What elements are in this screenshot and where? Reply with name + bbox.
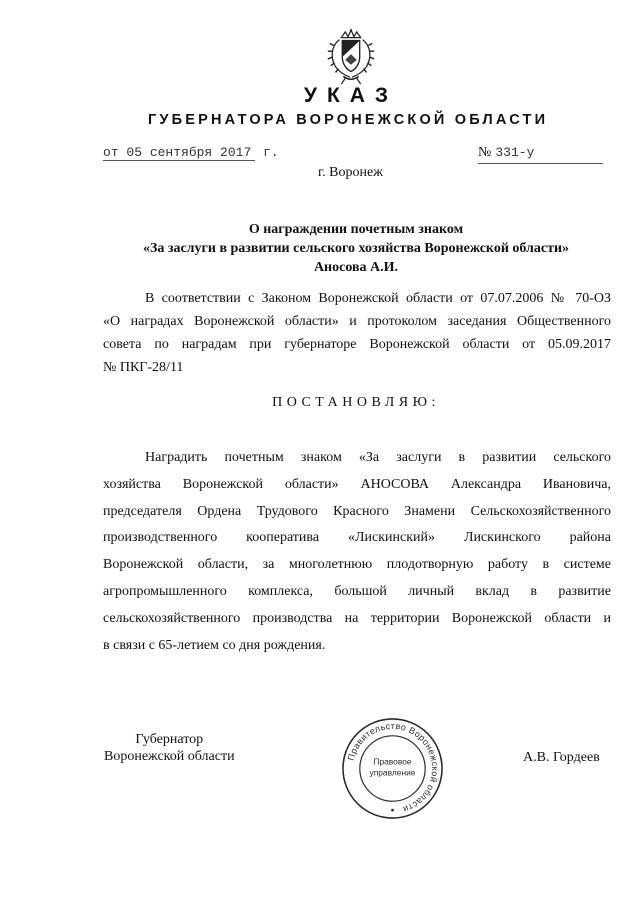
body-line: агропромышленного комплекса, большой личный вклад в развитие — [103, 583, 611, 599]
decree-heading: УКАЗ — [303, 84, 399, 107]
preamble-line: совета по наградам при губернаторе Воронежской области от 05.09.2017 — [103, 337, 611, 352]
date-text: 05 сентября 2017 — [126, 145, 252, 160]
signer-title-line-2: Воронежской области — [104, 749, 235, 764]
official-stamp — [340, 716, 445, 821]
stamp-inner-line-2: управление — [369, 767, 416, 778]
stamp-outer-text: Правительство Воронежской области — [345, 720, 441, 815]
body-line: Воронежской области, за многолетнюю плодотворную работу в системе — [103, 557, 611, 573]
date-prefix: от — [103, 145, 119, 160]
signer-title-line-1: Губернатор — [135, 732, 204, 747]
date-suffix: г. — [263, 145, 279, 160]
decree-city: г. Воронеж — [318, 165, 383, 180]
title-line-1: О награждении почетным знаком — [248, 222, 464, 237]
signer-position — [104, 731, 235, 765]
date-value — [103, 145, 255, 161]
body-line: председателя Ордена Трудового Красного Знамени Сельскохозяйственного — [103, 503, 611, 519]
signer-name: А.В. Гордеев — [523, 750, 600, 765]
stamp-inner-line-1: Правовое — [373, 756, 412, 767]
decree-number — [478, 145, 603, 164]
number-prefix: № — [478, 145, 492, 160]
decree-body — [103, 445, 611, 659]
stamp-dot — [391, 809, 394, 812]
coat-of-arms-icon — [322, 28, 380, 86]
decree-date — [103, 145, 279, 160]
body-line: в связи с 65-летием со дня рождения. — [103, 637, 326, 653]
preamble-line: В соответствии с Законом Воронежской области от 07.07.2006 № 70-ОЗ — [145, 291, 611, 306]
preamble-paragraph — [103, 287, 611, 379]
decree-title — [100, 220, 612, 277]
decree-authority: ГУБЕРНАТОРА ВОРОНЕЖСКОЙ ОБЛАСТИ — [148, 112, 549, 128]
body-line: хозяйства Воронежской области» АНОСОВА Александра Ивановича, — [103, 476, 611, 492]
number-value: 331-у — [495, 145, 535, 160]
title-line-3: Аносова А.И. — [313, 260, 399, 275]
body-line: сельскохозяйственного производства на территории Воронежской области и — [103, 610, 611, 626]
body-line: Наградить почетным знаком «За заслуги в развитии сельского — [145, 450, 611, 465]
resolve-heading: ПОСТАНОВЛЯЮ: — [272, 395, 440, 410]
preamble-line: № ПКГ-28/11 — [103, 360, 184, 375]
preamble-line: «О наградах Воронежской области» и протоколом заседания Общественного — [103, 314, 611, 329]
body-line: производственного кооператива «Лискинский» Лискинского района — [103, 530, 611, 546]
title-line-2: «За заслуги в развитии сельского хозяйства Воронежской области» — [142, 241, 570, 256]
